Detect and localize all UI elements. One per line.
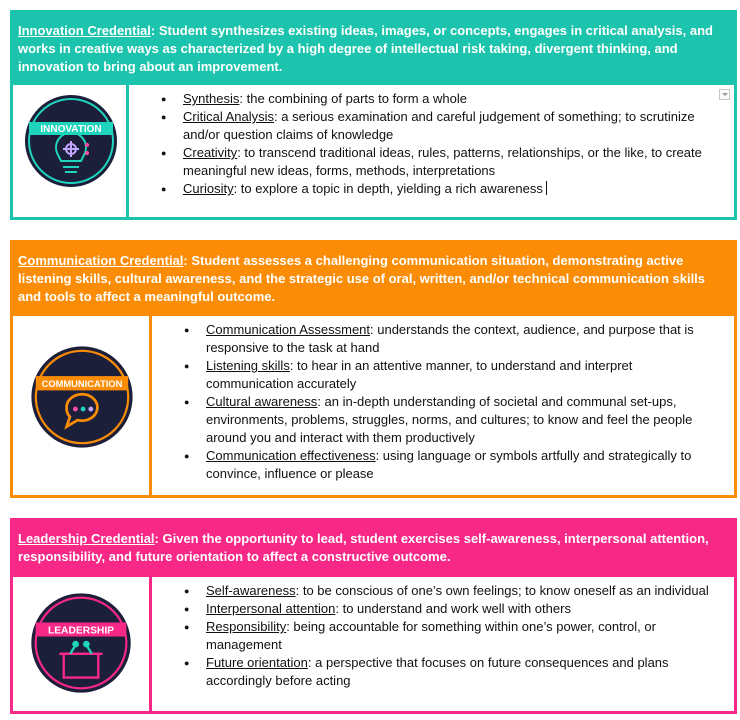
communication-logo-cell: [13, 316, 149, 495]
leadership-badge-label: LEADERSHIP: [47, 625, 115, 637]
list-item: ● Critical Analysis: a serious examination and careful judgement of something; to scrutinize and/or question claims of knowledge: [161, 108, 724, 144]
leadership-credential-description: : Given the opportunity to lead, student exercises self-awareness, interpersonal attention, responsibility, and future orientation to affect a constructive outcome.: [18, 531, 709, 564]
list-item: ● Self-awareness: to be conscious of one’s own feelings; to know oneself as an individual: [184, 582, 728, 600]
leadership-logo-cell: [13, 577, 149, 711]
communication-credential-description: : Student assesses a challenging communication situation, demonstrating active listening skills, cultural awareness, and the strategic use of oral, written, and/or technical communication skills and tools to affect a meaningful outcome.: [18, 253, 706, 304]
communication-skills-cell: [152, 316, 734, 495]
list-item: ● Communication effectiveness: using language or symbols artfully and strategically to convince, influence or please: [184, 447, 720, 483]
innovation-credential-description: : Student synthesizes existing ideas, images, or concepts, engages in critical analysis, and works in creative ways as characterized by a high degree of intellectual risk taking, divergent thinking, and innovation to bring about an improvement.: [18, 23, 713, 74]
list-item: ● Interpersonal attention: to understand and work well with others: [184, 600, 728, 618]
list-item: ● Cultural awareness: an in-depth understanding of societal and communal set-ups, environments, problems, struggles, norms, and cultures; to know and feel the people around you and interact with them productively: [184, 393, 720, 447]
innovation-credential-header: [10, 10, 737, 85]
list-item: ● Listening skills: to hear in an attentive manner, to understand and interpret communication accurately: [184, 357, 720, 393]
list-item: ● Responsibility: being accountable for something within one’s power, control, or management: [184, 618, 728, 654]
innovation-badge-label: INNOVATION: [40, 124, 102, 135]
communication-credential-title: Communication Credential: [18, 253, 184, 268]
list-item: ● Synthesis: the combining of parts to form a whole: [161, 90, 724, 108]
list-item: ● Communication Assessment: understands the context, audience, and purpose that is responsive to the task at hand: [184, 321, 720, 357]
text-cursor: [546, 181, 547, 195]
innovation-credential-card: [10, 10, 737, 220]
leadership-credential-card: [10, 518, 737, 714]
innovation-skills-cell: [129, 85, 734, 217]
leadership-skills-cell: [152, 577, 734, 711]
communication-credential-header: [10, 240, 737, 316]
communication-credential-card: [10, 240, 737, 498]
list-item: ● Creativity: to transcend traditional ideas, rules, patterns, relationships, or the like, to create meaningful new ideas, forms, methods, interpretations: [161, 144, 724, 180]
leadership-credential-title: Leadership Credential: [18, 531, 155, 546]
innovation-credential-title: Innovation Credential: [18, 23, 151, 38]
innovation-skills-list: [161, 90, 724, 198]
leadership-credential-header: [10, 518, 737, 577]
leadership-badge: [27, 589, 135, 697]
communication-badge-label: COMMUNICATION: [41, 379, 123, 390]
communication-badge: [27, 342, 137, 452]
innovation-logo-cell: [13, 85, 126, 217]
leadership-skills-list: [184, 582, 728, 690]
list-item: ● Curiosity: to explore a topic in depth, yielding a rich awareness: [161, 180, 724, 198]
communication-skills-list: [184, 321, 720, 483]
innovation-badge: [21, 91, 121, 191]
list-item: ● Future orientation: a perspective that focuses on future consequences and plans accordingly before acting: [184, 654, 728, 690]
